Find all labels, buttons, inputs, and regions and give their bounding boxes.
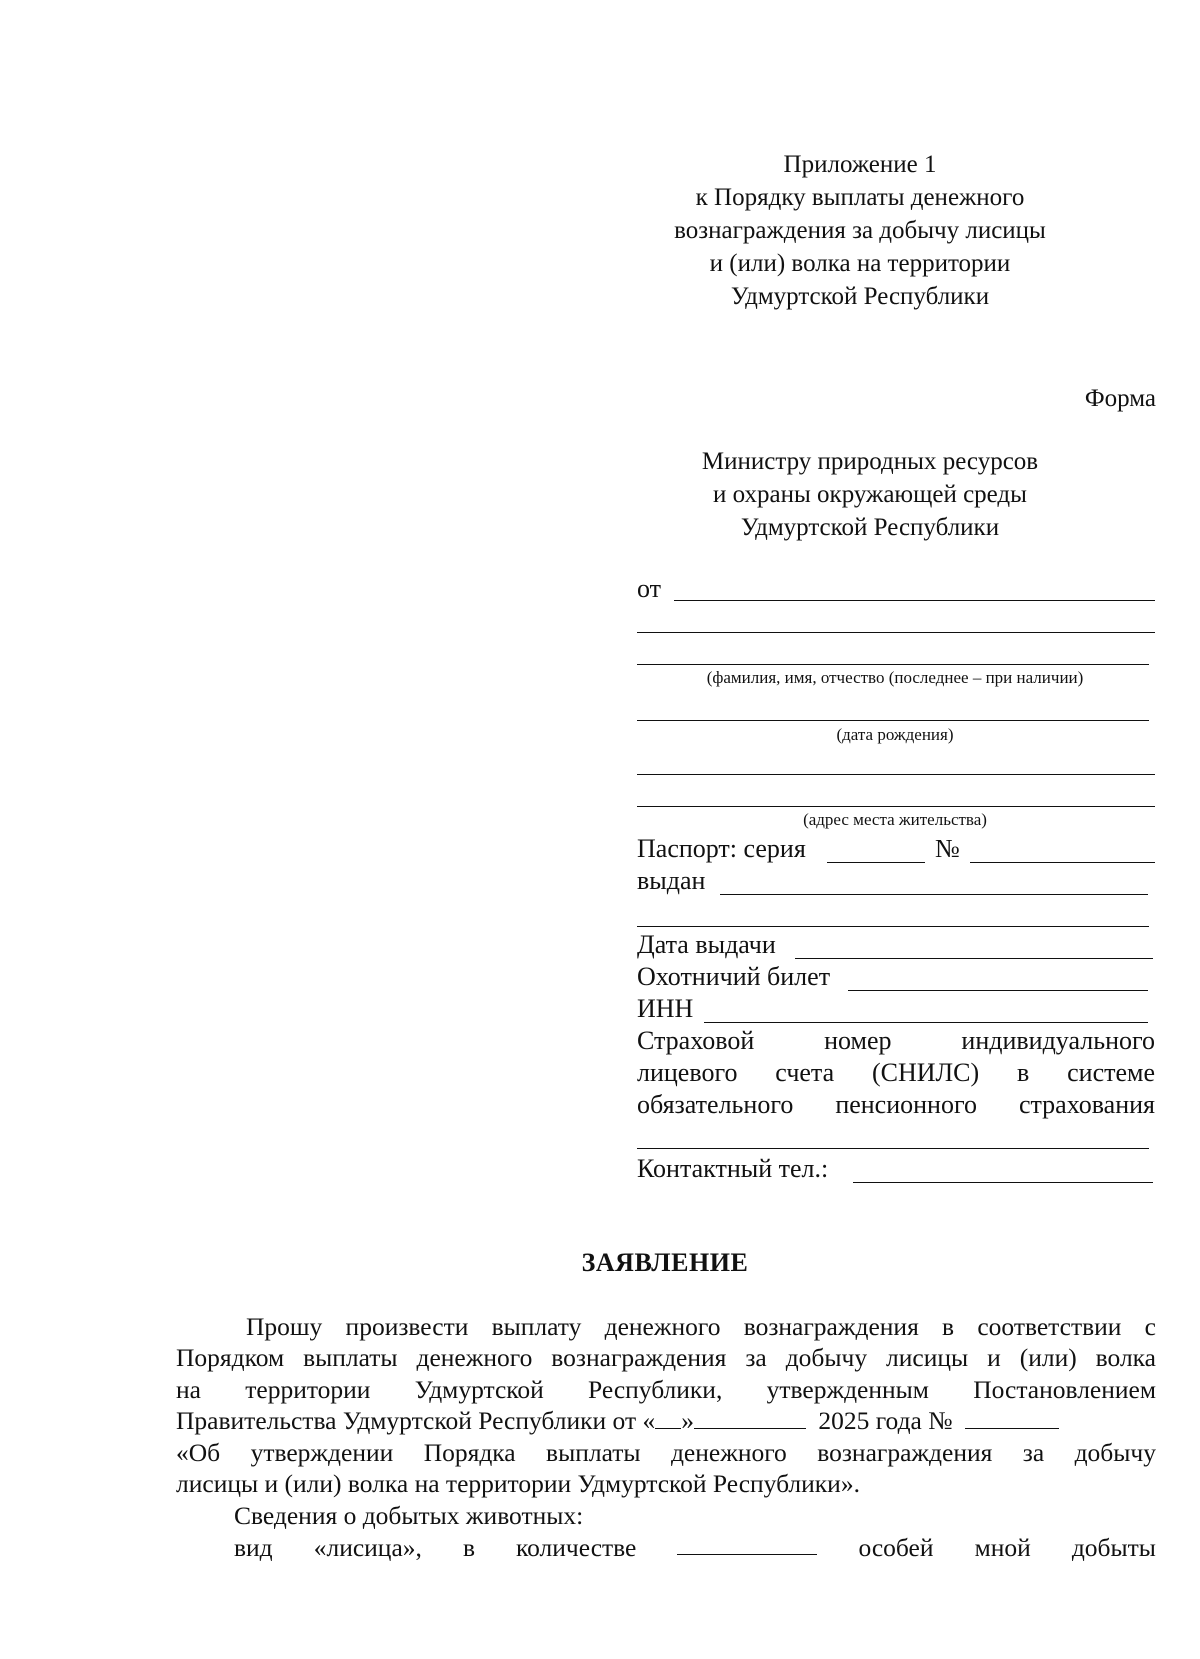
snils-line-2 <box>637 1058 1155 1088</box>
appendix-line: Приложение 1 <box>783 151 937 178</box>
passport-row <box>637 834 806 864</box>
fox-word: «лисица», <box>313 1533 422 1562</box>
decree-year: 2025 года № <box>818 1406 953 1435</box>
snils-field-line[interactable] <box>637 1148 1149 1149</box>
fox-word: особей <box>858 1533 934 1562</box>
from-field-line[interactable] <box>674 600 1155 601</box>
fox-line <box>234 1532 1156 1564</box>
snils-line-3 <box>637 1090 1155 1120</box>
snils-word: пенсионного <box>835 1090 977 1119</box>
body-line-1: Прошу произвести выплату денежного вознаграждения в соответствии с <box>246 1312 1156 1341</box>
addressee-line: Удмуртской Республики <box>740 514 1000 541</box>
snils-word: счета <box>775 1058 835 1087</box>
passport-number-label: № <box>935 834 960 863</box>
hunting-ticket-label: Охотничий билет <box>637 962 831 991</box>
animals-intro: Сведения о добытых животных: <box>234 1501 584 1530</box>
issued-label: выдан <box>637 866 706 895</box>
decree-prefix: Правительства Удмуртской Республики от « <box>176 1406 656 1435</box>
snils-word: в <box>1017 1058 1030 1087</box>
issued-field-line-2[interactable] <box>637 926 1149 927</box>
address-line-1[interactable] <box>637 774 1155 775</box>
appendix-line: к Порядку выплаты денежного <box>695 184 1025 211</box>
decree-line <box>176 1405 1156 1437</box>
body-line-5: «Об утверждении Порядка выплаты денежного вознаграждения за добычу <box>176 1438 1156 1467</box>
snils-word: страхования <box>1018 1090 1155 1119</box>
decree-mid: » <box>681 1406 694 1435</box>
issue-date-line[interactable] <box>795 958 1153 959</box>
snils-line-1 <box>637 1026 1155 1056</box>
snils-word: лицевого <box>637 1058 738 1087</box>
fio-caption: (фамилия, имя, отчество (последнее – при наличии) <box>706 668 1084 687</box>
form-label: Форма <box>1084 385 1156 412</box>
snils-word: (СНИЛС) <box>871 1058 980 1087</box>
addressee-line: Министру природных ресурсов <box>701 448 1039 475</box>
inn-label: ИНН <box>637 994 694 1023</box>
addressee-block <box>660 445 1080 544</box>
addressee-line: и охраны окружающей среды <box>713 481 1027 508</box>
snils-word: системе <box>1067 1058 1155 1087</box>
appendix-line: вознаграждения за добычу лисицы <box>674 217 1046 244</box>
passport-label: Паспорт: серия <box>637 834 806 863</box>
decree-number-field[interactable] <box>965 1406 1059 1429</box>
document-title: ЗАЯВЛЕНИЕ <box>581 1248 749 1277</box>
body-line-6: лисицы и (или) волка на территории Удмуртской Республики». <box>176 1469 860 1498</box>
hunting-ticket-line[interactable] <box>848 990 1148 991</box>
passport-number-line[interactable] <box>970 862 1155 863</box>
phone-label: Контактный тел.: <box>637 1154 829 1183</box>
body-line-3: на территории Удмуртской Республики, утвержденным Постановлением <box>176 1375 1156 1404</box>
address-line-2[interactable] <box>637 806 1155 807</box>
birth-caption: (дата рождения) <box>836 725 954 744</box>
address-caption: (адрес места жительства) <box>803 810 987 829</box>
birth-date-line[interactable] <box>637 720 1149 721</box>
fox-word: в <box>462 1533 475 1562</box>
snils-word: индивидуального <box>961 1026 1155 1055</box>
fox-word: добыты <box>1071 1533 1156 1562</box>
issued-field-line[interactable] <box>720 894 1148 895</box>
snils-word: Страховой <box>637 1026 755 1055</box>
snils-word: обязательного <box>637 1090 794 1119</box>
passport-series-line[interactable] <box>827 862 925 863</box>
inn-line[interactable] <box>704 1022 1148 1023</box>
from-field-line-2[interactable] <box>637 632 1155 633</box>
fox-word: количестве <box>516 1533 637 1562</box>
phone-field-line[interactable] <box>853 1182 1153 1183</box>
fox-count-field[interactable] <box>677 1532 817 1555</box>
decree-day-field[interactable] <box>655 1406 681 1429</box>
appendix-block <box>650 148 1070 313</box>
decree-month-field[interactable] <box>694 1406 806 1429</box>
appendix-line: Удмуртской Республики <box>730 283 990 310</box>
fox-word: мной <box>974 1533 1031 1562</box>
body-line-2: Порядком выплаты денежного вознаграждения за добычу лисицы и (или) волка <box>176 1343 1156 1372</box>
fox-word: вид <box>234 1533 273 1562</box>
from-label: от <box>637 574 662 603</box>
fio-field-line[interactable] <box>637 664 1149 665</box>
snils-word: номер <box>824 1026 892 1055</box>
issue-date-label: Дата выдачи <box>637 930 776 959</box>
appendix-line: и (или) волка на территории <box>709 250 1011 277</box>
